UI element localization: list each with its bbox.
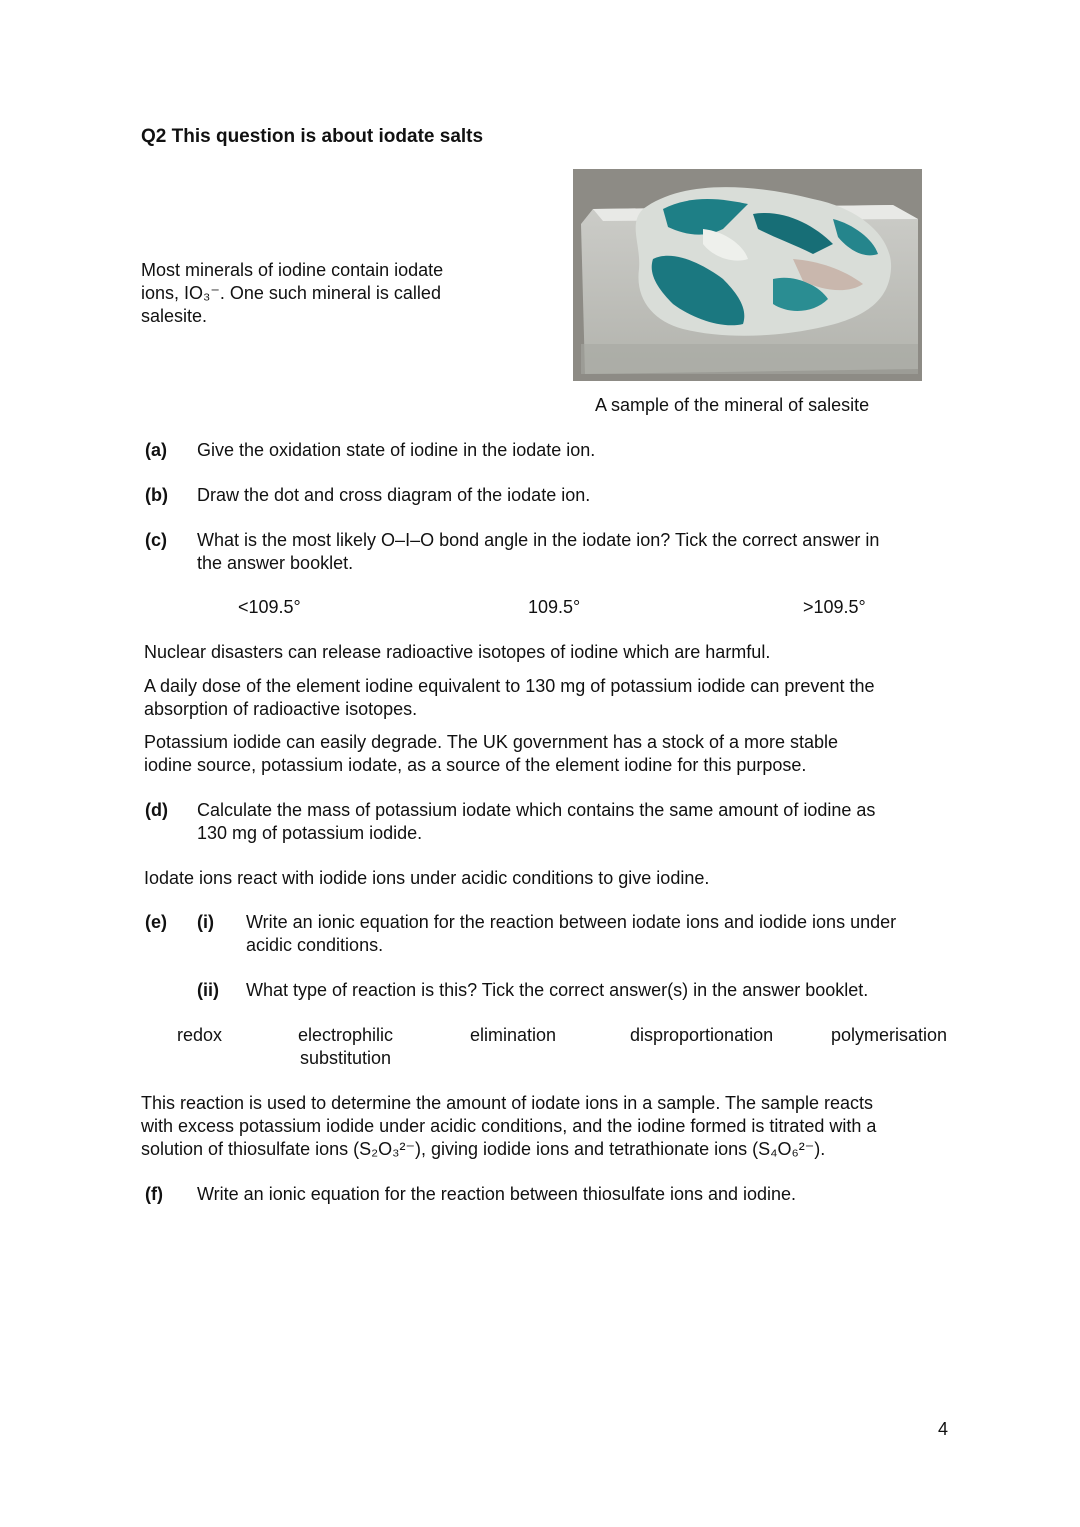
- titration-line: This reaction is used to determine the amount of iodate ions in a sample. The sample reacts: [141, 1093, 874, 1113]
- part-b-text: Draw the dot and cross diagram of the iodate ion.: [197, 485, 591, 505]
- intro-paragraph: [141, 259, 443, 328]
- angle-option-greater: >109.5°: [803, 597, 866, 617]
- stock-line: iodine source, potassium iodate, as a source of the element iodine for this purpose.: [144, 755, 807, 775]
- part-d-line: Calculate the mass of potassium iodate which contains the same amount of iodine as: [197, 800, 876, 820]
- page-number: 4: [938, 1419, 949, 1439]
- part-a-label: (a): [145, 440, 167, 460]
- stock-line: Potassium iodide can easily degrade. The UK government has a stock of a more stable: [144, 732, 839, 752]
- part-f-label: (f): [145, 1184, 163, 1204]
- intro-line: Most minerals of iodine contain iodate: [141, 260, 444, 280]
- part-e-i-line: acidic conditions.: [246, 935, 384, 955]
- part-d-label: (d): [145, 800, 168, 820]
- part-e-label: (e): [145, 912, 167, 932]
- iodate-reaction-paragraph: Iodate ions react with iodide ions under acidic conditions to give iodine.: [144, 868, 710, 888]
- part-d-text: [197, 799, 875, 845]
- part-e-i-line: Write an ionic equation for the reaction between iodate ions and iodide ions under: [246, 912, 897, 932]
- reaction-option-elimination: elimination: [470, 1025, 557, 1045]
- question-title: Q2 This question is about iodate salts: [141, 126, 484, 147]
- part-e-i-text: [246, 911, 896, 957]
- angle-option-equal: 109.5°: [528, 597, 581, 617]
- reaction-option-polymerisation: polymerisation: [831, 1025, 948, 1045]
- part-e-ii-label: (ii): [197, 980, 219, 1000]
- part-b-label: (b): [145, 485, 168, 505]
- part-c-text: [197, 529, 879, 575]
- part-e-ii-text: What type of reaction is this? Tick the correct answer(s) in the answer booklet.: [246, 980, 869, 1000]
- option-line: electrophilic: [298, 1025, 394, 1045]
- stock-paragraph: [144, 731, 838, 777]
- intro-line: salesite.: [141, 306, 208, 326]
- part-e-i-label: (i): [197, 912, 214, 932]
- reaction-option-electrophilic-substitution: [298, 1024, 393, 1070]
- titration-line: with excess potassium iodide under acidic conditions, and the iodine formed is titrated with a: [141, 1116, 877, 1136]
- figure-caption: A sample of the mineral of salesite: [595, 395, 870, 415]
- angle-option-less: <109.5°: [238, 597, 301, 617]
- intro-line: ions, IO₃⁻. One such mineral is called: [141, 283, 441, 303]
- part-c-line: What is the most likely O–I–O bond angle in the iodate ion? Tick the correct answer in: [197, 530, 880, 550]
- part-d-line: 130 mg of potassium iodide.: [197, 823, 423, 843]
- dose-paragraph: [144, 675, 874, 721]
- option-line: substitution: [299, 1048, 392, 1068]
- dose-line: absorption of radioactive isotopes.: [144, 699, 418, 719]
- titration-line: solution of thiosulfate ions (S₂O₃²⁻), giving iodide ions and tetrathionate ions (S₄O₆²⁻).: [141, 1139, 826, 1159]
- reaction-option-redox: redox: [177, 1025, 223, 1045]
- part-c-label: (c): [145, 530, 167, 550]
- salesite-mineral-image: [573, 169, 922, 381]
- salesite-photo: [573, 169, 922, 381]
- titration-paragraph: [141, 1092, 876, 1161]
- part-a-text: Give the oxidation state of iodine in the iodate ion.: [197, 440, 596, 460]
- part-c-line: the answer booklet.: [197, 553, 354, 573]
- reaction-option-disproportionation: disproportionation: [630, 1025, 774, 1045]
- dose-line: A daily dose of the element iodine equivalent to 130 mg of potassium iodide can prevent the: [144, 676, 875, 696]
- part-f-text: Write an ionic equation for the reaction between thiosulfate ions and iodine.: [197, 1184, 797, 1204]
- nuclear-paragraph: Nuclear disasters can release radioactive isotopes of iodine which are harmful.: [144, 642, 771, 662]
